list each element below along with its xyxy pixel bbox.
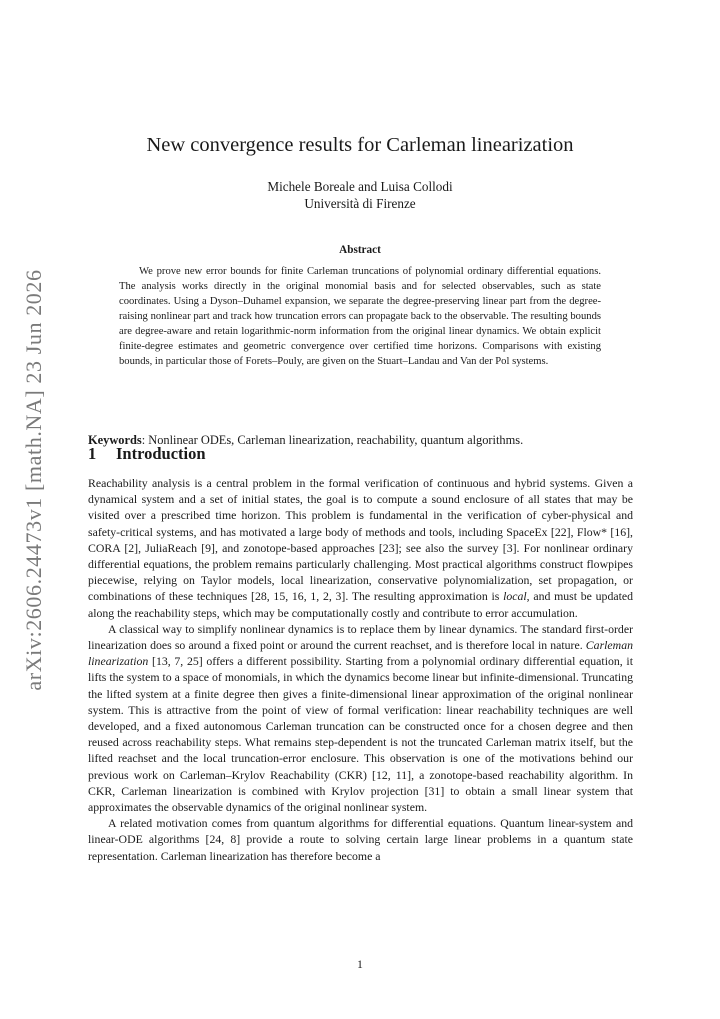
emphasis-local: local	[503, 589, 527, 604]
arxiv-identifier-stamp	[18, 269, 50, 691]
section-title: Introduction	[116, 444, 206, 463]
section-heading-introduction	[88, 444, 206, 464]
keywords-text: : Nonlinear ODEs, Carleman linearization, reachability, quantum algorithms.	[141, 433, 524, 447]
paragraph-3: A related motivation comes from quantum algorithms for differential equations. Quantum linear-system and linear-ODE algorithms [24, 8] provide a route to solving certain large linear problems in a quantum state representation. Carleman linearization has therefore become a	[88, 816, 633, 863]
page-number: 1	[357, 957, 363, 971]
emphasis-carleman: Carleman linearization	[88, 638, 633, 669]
abstract-heading: Abstract	[339, 244, 381, 256]
arxiv-identifier-text: arXiv:2606.24473v1 [math.NA] 23 Jun 2026	[21, 269, 46, 691]
author-block	[0, 178, 720, 212]
paper-title: New convergence results for Carleman linearization	[146, 134, 574, 156]
body-text	[88, 475, 633, 864]
section-number: 1	[88, 444, 97, 463]
paragraph-2: A classical way to simplify nonlinear dynamics is to replace them by linear dynamics. The standard first-order linearization does so around a fixed point or around the current reachset, and is therefore local in nature. Carleman linearization [13, 7, 25] offers a different possibility. Starting from a polynomial ordinary differential equation, it lifts the system to a space of monomials, in which the dynamics become linear but infinite-dimensional. Truncating the lifted system at a finite degree then gives a finite-dimensional linear approximation of the original nonlinear system. This is attractive from the point of view of formal verification: linear reachability techniques are well developed, and a fixed autonomous Carleman truncation can be constructed once for a chosen degree and then reused across reachability steps. What remains step-dependent is not the truncated Carleman matrix itself, but the lifted reachset and the local truncation-error enclosure. This observation is one of the motivations behind our previous work on Carleman–Krylov Reachability (CKR) [12, 11], a zonotope-based reachability algorithm. In CKR, Carleman linearization is combined with Krylov projection [31] to obtain a small linear system that approximates the observable dynamics of the original nonlinear system.	[88, 621, 633, 815]
author-affiliation: Università di Firenze	[304, 196, 416, 211]
abstract-text: We prove new error bounds for finite Carleman truncations of polynomial ordinary differential equations. The analysis works directly in the original monomial basis and for selected observables, such as state coordinates. Using a Dyson–Duhamel expansion, we separate the degree-preserving linear part from the degree-raising nonlinear part and track how truncation errors can propagate back to the observable. The resulting bounds are degree-aware and retain logarithmic-norm information from the original linear dynamics. We obtain explicit finite-degree estimates and geometric convergence over certified time horizons. Comparisons with existing bounds, in particular those of Forets–Pouly, are given on the Stuart–Landau and Van der Pol systems.	[119, 266, 601, 367]
author-names: Michele Boreale and Luisa Collodi	[267, 179, 453, 194]
paragraph-1: Reachability analysis is a central problem in the formal verification of continuous and hybrid systems. Given a dynamical system and a set of initial states, the goal is to compute a sound enclosure of all states that may be visited over a prescribed time horizon. This problem is fundamental in the verification of cyber-physical and safety-critical systems, and has motivated a large body of methods and tools, including SpaceEx [22], Flow* [16], CORA [2], JuliaReach [9], and zonotope-based approaches [23]; see also the survey [3]. For nonlinear ordinary differential equations, the problem remains particularly challenging. Most practical algorithms construct flowpipes piecewise, relying on Taylor models, local linearization, conservative polynomialization, set propagation, or combinations of these techniques [28, 15, 16, 1, 2, 3]. The resulting approximation is local, and must be updated along the reachability steps, which may be computationally costly and contribute to error accumulation.	[88, 476, 633, 620]
keywords-label: Keywords	[88, 433, 142, 447]
